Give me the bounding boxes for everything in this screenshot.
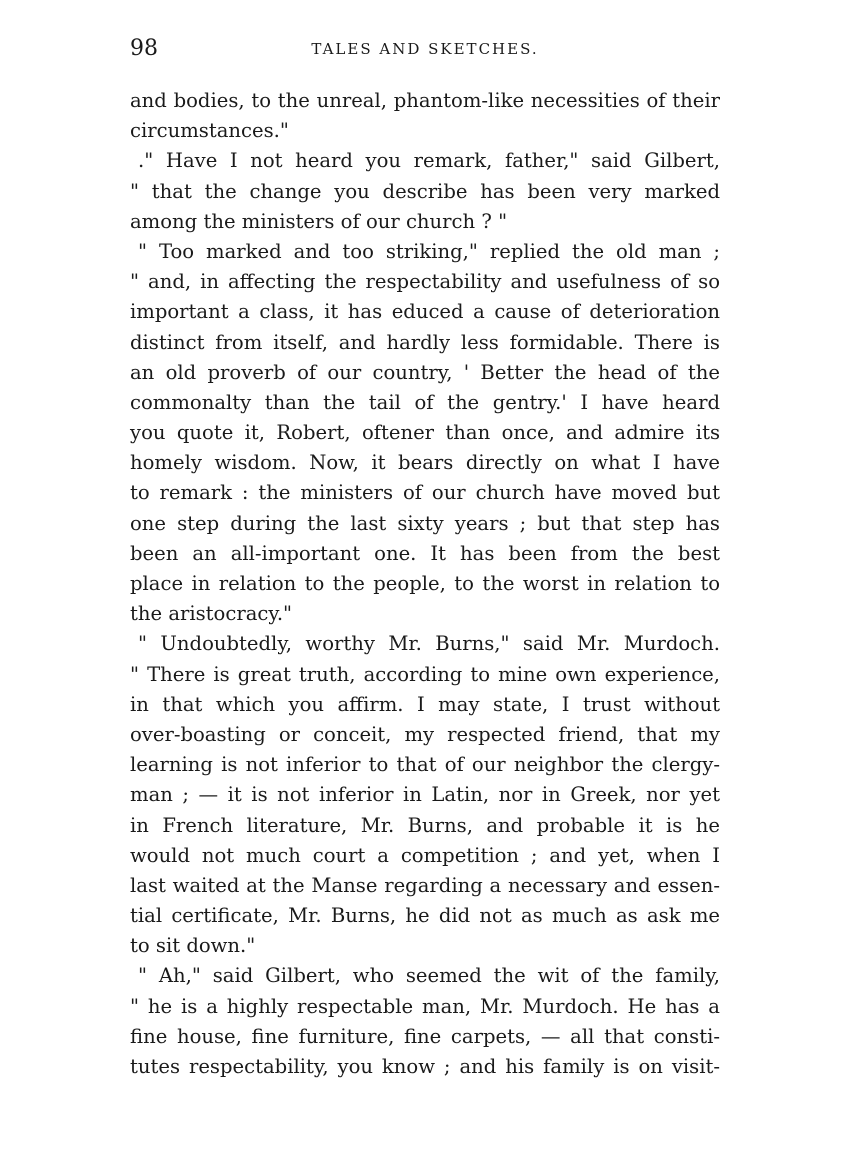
- text-line: last waited at the Manse regarding a necessary and essen-: [130, 873, 720, 897]
- text-line: learning is not inferior to that of our neighbor the clergy-: [130, 753, 720, 777]
- text-line: the aristocracy.": [130, 602, 293, 626]
- text-line: circumstances.": [130, 119, 289, 143]
- page-number: 98: [130, 36, 158, 61]
- text-line: to sit down.": [130, 934, 256, 958]
- page-header: [130, 36, 720, 66]
- text-line: you quote it, Robert, oftener than once, and admire its: [130, 421, 720, 445]
- text-line: among the ministers of our church ? ": [130, 209, 508, 233]
- text-line: in that which you affirm. I may state, I trust without: [130, 692, 720, 716]
- text-line: fine house, fine furniture, fine carpets, — all that consti-: [130, 1024, 720, 1048]
- text-line: tutes respectability, you know ; and his family is on visit-: [130, 1055, 720, 1078]
- text-line: homely wisdom. Now, it bears directly on what I have: [130, 451, 720, 475]
- text-line: ." Have I not heard you remark, father," said Gilbert,: [138, 149, 720, 173]
- text-line: been an all-important one. It has been from the best: [130, 541, 720, 565]
- text-line: to remark : the ministers of our church have moved but: [130, 481, 720, 505]
- text-line: " that the change you describe has been very marked: [130, 179, 720, 203]
- text-line: would not much court a competition ; and yet, when I: [130, 843, 720, 867]
- text-line: place in relation to the people, to the worst in relation to: [130, 572, 720, 595]
- text-line: distinct from itself, and hardly less formidable. There is: [130, 330, 720, 354]
- text-line: over-boasting or conceit, my respected friend, that my: [130, 722, 720, 746]
- text-line: commonalty than the tail of the gentry.' I have heard: [130, 390, 720, 414]
- text-line: " Undoubtedly, worthy Mr. Burns," said Mr. Murdoch.: [138, 632, 720, 656]
- text-line: tial certificate, Mr. Burns, he did not as much as ask me: [130, 904, 720, 928]
- text-line: " and, in affecting the respectability and usefulness of so: [130, 270, 720, 294]
- running-head: TALES AND SKETCHES.: [311, 40, 539, 58]
- text-line: " Ah," said Gilbert, who seemed the wit of the family,: [138, 964, 720, 988]
- text-line: man ; — it is not inferior in Latin, nor in Greek, nor yet: [130, 783, 720, 807]
- text-line: " There is great truth, according to mine own experience,: [130, 662, 720, 686]
- text-line: important a class, it has educed a cause of deterioration: [130, 300, 720, 324]
- text-line: in French literature, Mr. Burns, and probable it is he: [130, 813, 720, 837]
- text-line: and bodies, to the unreal, phantom-like necessities of their: [130, 89, 720, 112]
- text-line: " Too marked and too striking," replied the old man ;: [138, 239, 720, 263]
- text-line: an old proverb of our country, ' Better the head of the: [130, 360, 720, 384]
- page-body: [130, 86, 720, 1082]
- text-line: " he is a highly respectable man, Mr. Murdoch. He has a: [130, 994, 720, 1018]
- text-line: one step during the last sixty years ; but that step has: [130, 511, 720, 535]
